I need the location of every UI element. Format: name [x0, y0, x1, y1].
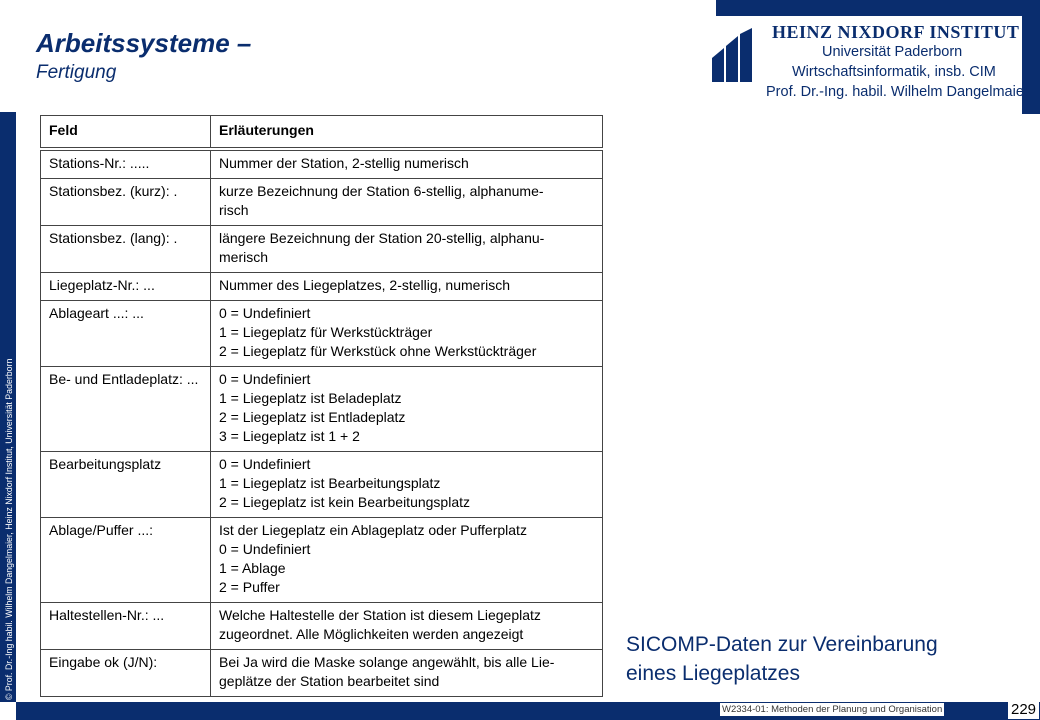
- table-row: [41, 367, 603, 452]
- explanation-line: kurze Bezeichnung der Station 6-stellig, alphanume-: [219, 183, 544, 199]
- field-cell: Stationsbez. (kurz): .: [41, 179, 211, 226]
- explanation-line: 0 = Undefiniert: [219, 305, 311, 321]
- table-row: [41, 273, 603, 301]
- field-cell: Liegeplatz-Nr.: ...: [41, 273, 211, 301]
- explanation-line: Nummer des Liegeplatzes, 2-stellig, numerisch: [219, 277, 511, 293]
- explanation-line: 0 = Undefiniert: [219, 371, 311, 387]
- explanation-cell: [211, 179, 603, 226]
- field-cell: Stations-Nr.: .....: [41, 149, 211, 179]
- explanation-line: 1 = Liegeplatz ist Beladeplatz: [219, 390, 402, 406]
- explanation-line: 2 = Liegeplatz ist Entladeplatz: [219, 409, 406, 425]
- explanation-line: zugeordnet. Alle Möglichkeiten werden angezeigt: [219, 626, 524, 642]
- explanation-cell: [211, 518, 603, 603]
- explanation-line: 1 = Liegeplatz ist Bearbeitungsplatz: [219, 475, 441, 491]
- table-row: [41, 301, 603, 367]
- table-row: [41, 149, 603, 179]
- table-row: [41, 650, 603, 697]
- field-cell: Bearbeitungsplatz: [41, 452, 211, 518]
- table-body: [41, 149, 603, 697]
- institute-line-department: Wirtschaftsinformatik, insb. CIM: [792, 64, 996, 80]
- explanation-line: längere Bezeichnung der Station 20-stellig, alphanu-: [219, 230, 545, 246]
- page-number: 229: [1008, 701, 1039, 719]
- explanation-line: Ist der Liegeplatz ein Ablageplatz oder Pufferplatz: [219, 522, 527, 538]
- explanation-line: merisch: [219, 249, 269, 265]
- copyright-text: © Prof. Dr.-Ing habil. Wilhelm Dangelmaier, Heinz Nixdorf Institut, Universität Paderborn: [4, 358, 14, 700]
- institute-name: HEINZ NIXDORF INSTITUT: [772, 22, 1020, 42]
- explanation-line: 2 = Liegeplatz ist kein Bearbeitungsplatz: [219, 494, 470, 510]
- slide-caption: [626, 630, 938, 688]
- explanation-line: geplätze der Station bearbeitet sind: [219, 673, 440, 689]
- table-row: [41, 452, 603, 518]
- explanation-line: 0 = Undefiniert: [219, 456, 311, 472]
- field-cell: Eingabe ok (J/N):: [41, 650, 211, 697]
- page-subtitle: Fertigung: [36, 62, 117, 83]
- table-row: [41, 518, 603, 603]
- explanation-cell: [211, 273, 603, 301]
- field-cell: Haltestellen-Nr.: ...: [41, 603, 211, 650]
- sicomp-table: [40, 115, 603, 697]
- table-row: [41, 226, 603, 273]
- explanation-line: risch: [219, 202, 249, 218]
- explanation-line: 2 = Liegeplatz für Werkstück ohne Werkstückträger: [219, 343, 537, 359]
- explanation-line: 2 = Puffer: [219, 579, 280, 595]
- explanation-cell: [211, 452, 603, 518]
- explanation-cell: [211, 149, 603, 179]
- explanation-cell: [211, 367, 603, 452]
- field-cell: Stationsbez. (lang): .: [41, 226, 211, 273]
- explanation-line: Nummer der Station, 2-stellig numerisch: [219, 155, 469, 171]
- table-row: [41, 603, 603, 650]
- explanation-cell: [211, 650, 603, 697]
- caption-line: eines Liegeplatzes: [626, 662, 800, 685]
- explanation-line: 3 = Liegeplatz ist 1 + 2: [219, 428, 360, 444]
- explanation-cell: [211, 603, 603, 650]
- explanation-line: 0 = Undefiniert: [219, 541, 311, 557]
- explanation-cell: [211, 226, 603, 273]
- field-cell: Ablage/Puffer ...:: [41, 518, 211, 603]
- column-header-erlaeuterungen: Erläuterungen: [211, 116, 603, 150]
- explanation-line: Welche Haltestelle der Station ist diesem Liegeplatz: [219, 607, 541, 623]
- page-title: Arbeitssysteme –: [36, 28, 252, 58]
- hni-logo-icon: [712, 28, 752, 82]
- field-cell: Ablageart ...: ...: [41, 301, 211, 367]
- column-header-feld: Feld: [41, 116, 211, 150]
- footer-course-label: W2334-01: Methoden der Planung und Organisation: [722, 704, 943, 715]
- explanation-cell: [211, 301, 603, 367]
- table-header-row: [41, 116, 603, 150]
- explanation-line: 1 = Ablage: [219, 560, 286, 576]
- explanation-line: 1 = Liegeplatz für Werkstückträger: [219, 324, 433, 340]
- explanation-line: Bei Ja wird die Maske solange angewählt, bis alle Lie-: [219, 654, 555, 670]
- table-row: [41, 179, 603, 226]
- caption-line: SICOMP-Daten zur Vereinbarung: [626, 633, 938, 656]
- institute-line-professor: Prof. Dr.-Ing. habil. Wilhelm Dangelmaier: [766, 84, 1029, 100]
- field-cell: Be- und Entladeplatz: ...: [41, 367, 211, 452]
- institute-line-university: Universität Paderborn: [822, 44, 963, 60]
